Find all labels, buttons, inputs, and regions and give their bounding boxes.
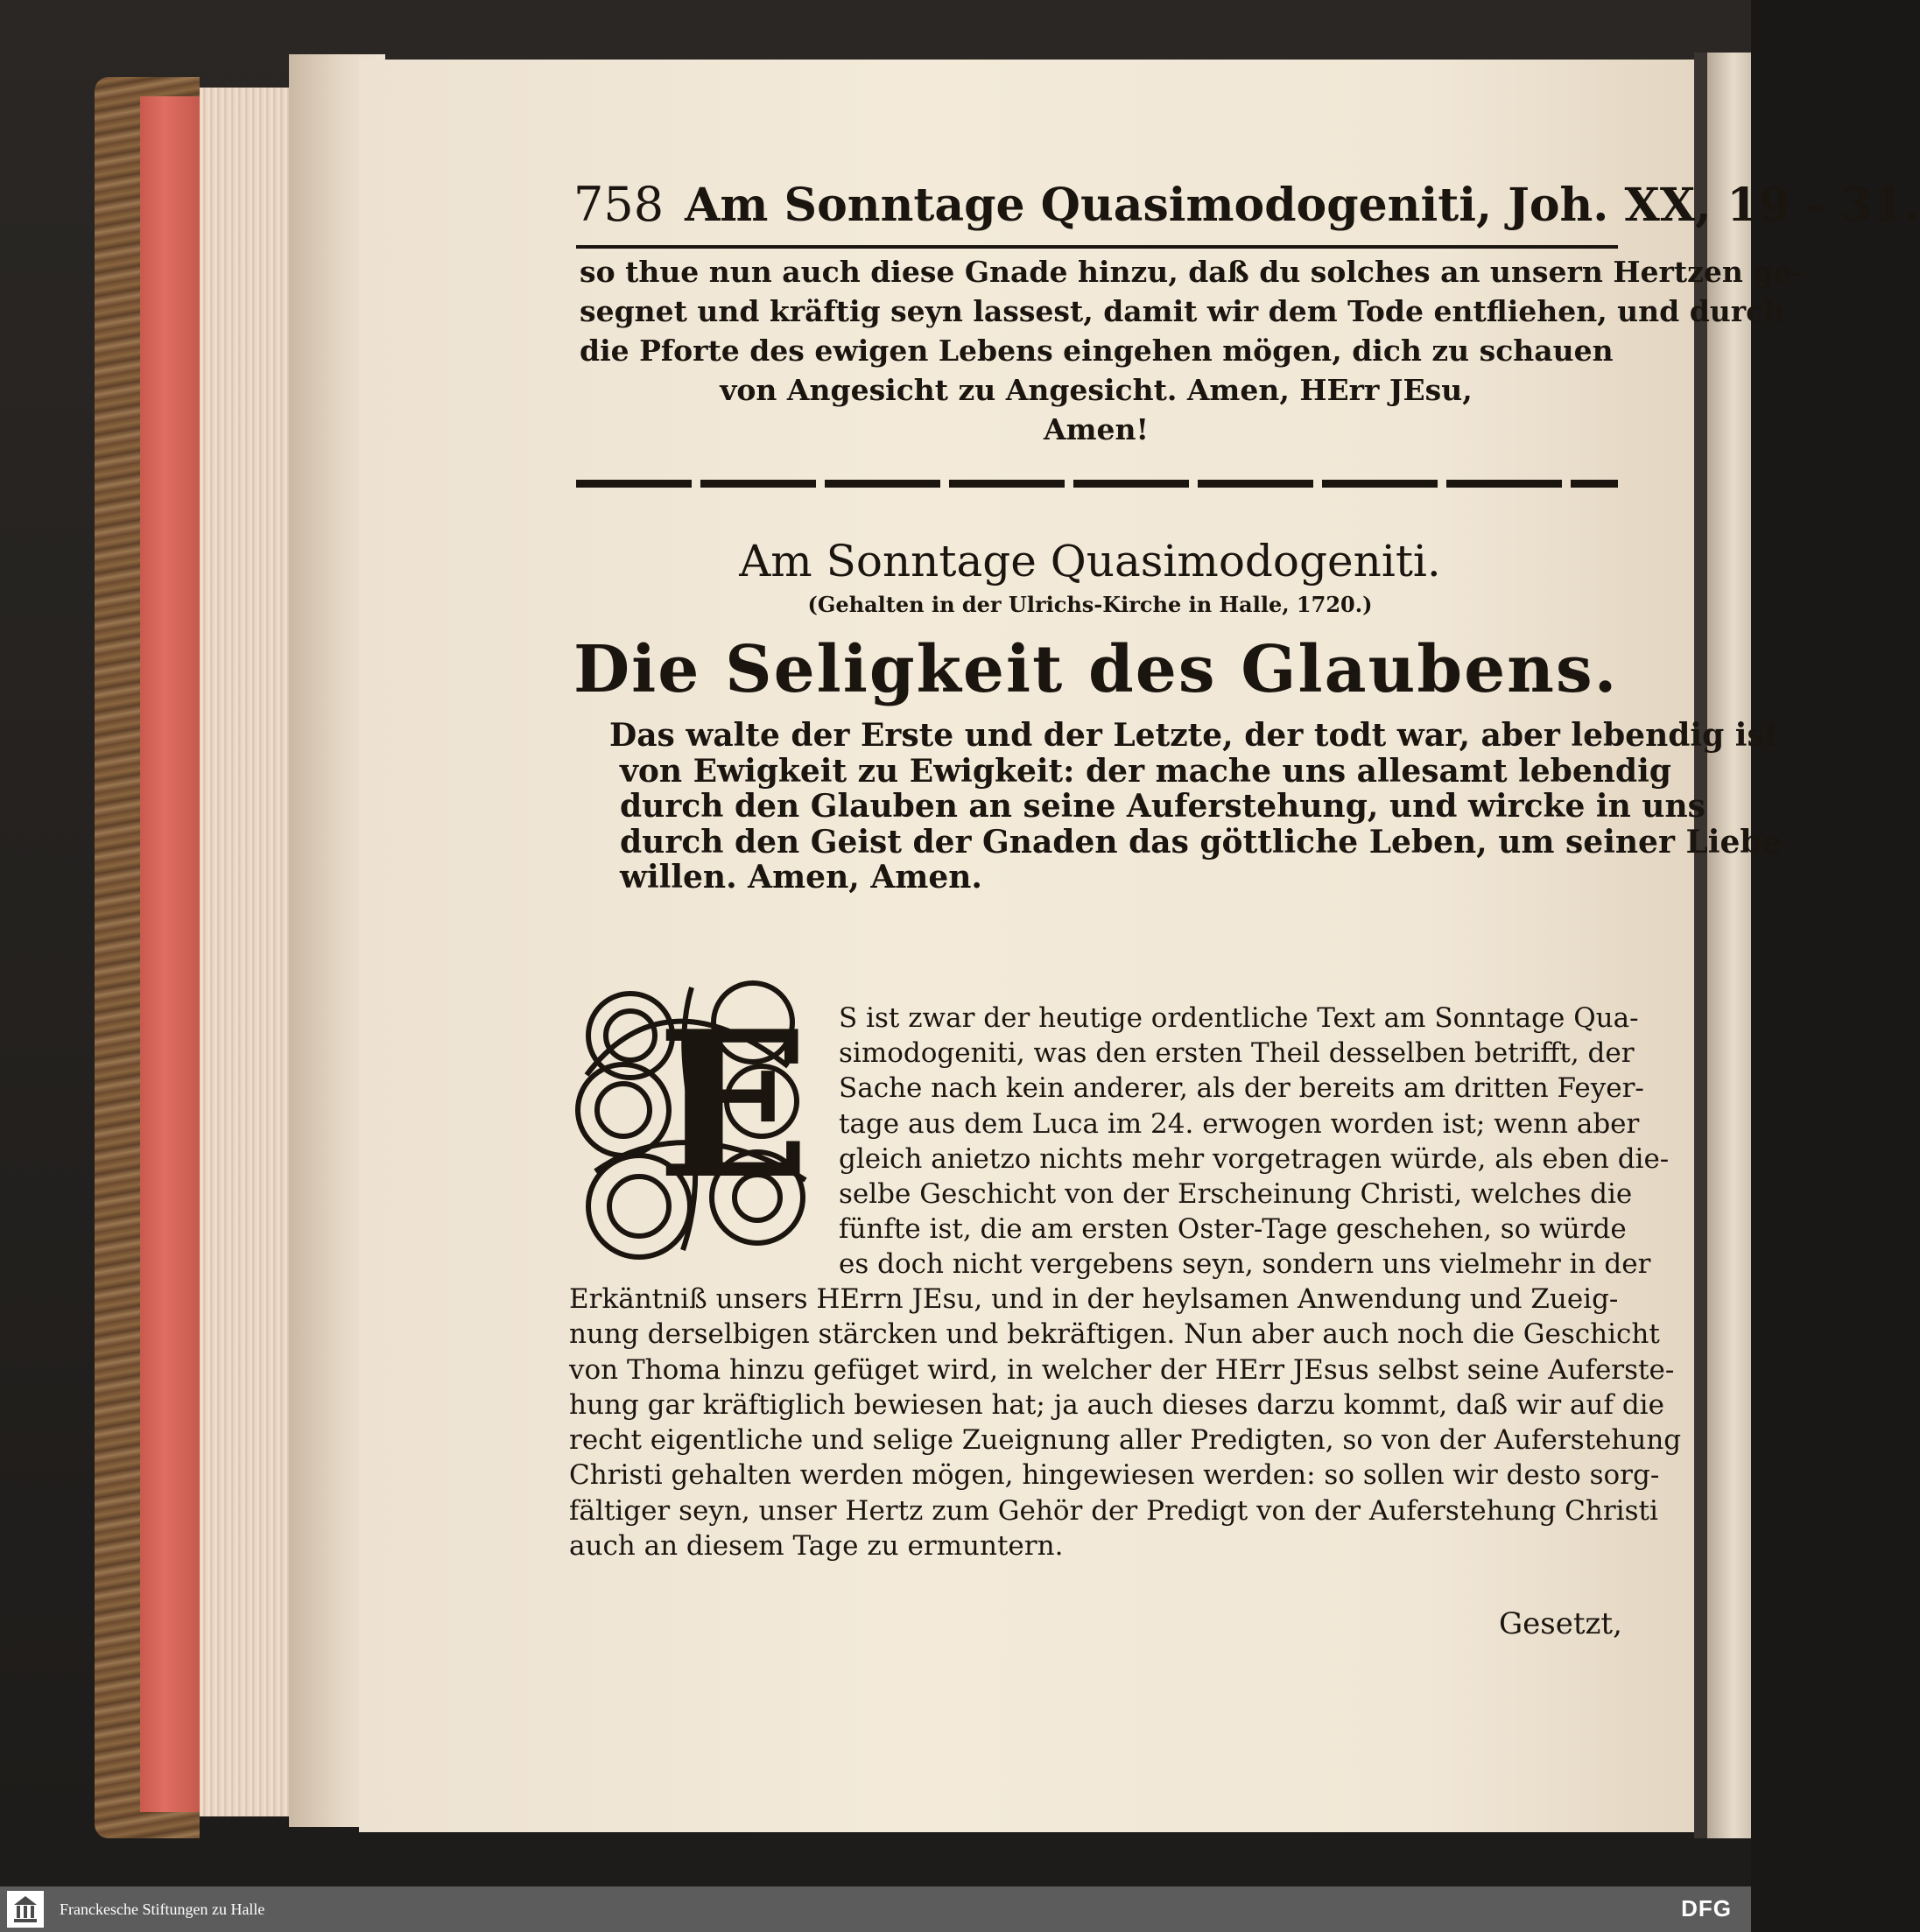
- institution-name[interactable]: Franckesche Stiftungen zu Halle: [60, 1900, 265, 1918]
- viewer-footer: [0, 1886, 1751, 1932]
- motto-line: durch den Glauben an seine Auferstehung, und wircke in uns: [620, 788, 1705, 825]
- institution-logo[interactable]: [7, 1891, 44, 1928]
- sermon-subtitle: (Gehalten in der Ulrichs-Kirche in Halle, 1720.): [807, 592, 1373, 617]
- body-line: es doch nicht vergebens seyn, sondern uns vielmehr in der: [839, 1248, 1651, 1281]
- motto-line: durch den Geist der Gnaden das göttliche Leben, um seiner Liebe: [620, 823, 1783, 861]
- body-line: simodogeniti, was den ersten Theil desselben betrifft, der: [839, 1037, 1635, 1070]
- prayer-line: segnet und kräftig seyn lassest, damit wir dem Tode entfliehen, und durch: [580, 294, 1785, 328]
- prayer-line: von Angesicht zu Angesicht. Amen, HErr JEsu,: [720, 373, 1473, 407]
- building-icon: [12, 1894, 39, 1924]
- prayer-line: so thue nun auch diese Gnade hinzu, daß du solches an unsern Hertzen ge-: [580, 255, 1804, 289]
- running-title: Am Sonntage Quasimodogeniti, Joh. XX, 19 - 31.: [685, 179, 1920, 232]
- body-line: Sache nach kein anderer, als der bereits am dritten Feyer-: [839, 1072, 1644, 1105]
- motto-line: von Ewigkeit zu Ewigkeit: der mache uns allesamt lebendig: [620, 752, 1671, 790]
- initial-letter: E: [657, 987, 811, 1224]
- body-line: S ist zwar der heutige ordentliche Text am Sonntage Qua-: [839, 1002, 1639, 1034]
- motto-line: willen. Amen, Amen.: [620, 859, 982, 896]
- body-line: fältiger seyn, unser Hertz zum Gehör der Predigt von der Auferstehung Christi: [569, 1494, 1658, 1527]
- prayer-line: die Pforte des ewigen Lebens eingehen mögen, dich zu schauen: [580, 334, 1614, 368]
- body-line: selbe Geschicht von der Erscheinung Christi, welches die: [839, 1178, 1633, 1211]
- body-line: recht eigentliche und selige Zueignung aller Predigten, so von der Auferstehung: [569, 1424, 1682, 1457]
- dfg-logo[interactable]: DFG: [1681, 1895, 1732, 1921]
- body-line: tage aus dem Luca im 24. erwogen worden ist; wenn aber: [839, 1107, 1640, 1140]
- section-divider-rule: [576, 480, 1618, 488]
- body-line: Erkäntniß unsers HErrn JEsu, und in der heylsamen Anwendung und Zueig-: [569, 1283, 1619, 1315]
- sermon-title: Am Sonntage Quasimodogeniti.: [739, 536, 1441, 587]
- page-number: 758: [573, 177, 665, 232]
- decorated-initial: [569, 970, 823, 1272]
- running-header: [573, 177, 1920, 243]
- body-text-wrap: [839, 1001, 1670, 1282]
- body-text: [569, 1282, 1682, 1563]
- sermon-heading: Die Seligkeit des Glaubens.: [573, 632, 1619, 707]
- motto-line: Das walte der Erste und der Letzte, der todt war, aber lebendig ist: [609, 717, 1780, 754]
- body-line: fünfte ist, die am ersten Oster-Tage geschehen, so würde: [839, 1213, 1627, 1246]
- body-line: Christi gehalten werden mögen, hingewiesen werden: so sollen wir desto sorg-: [569, 1459, 1660, 1492]
- closing-prayer: [580, 252, 1804, 449]
- body-line: auch an diesem Tage zu ermuntern.: [569, 1530, 1064, 1563]
- body-line: nung derselbigen stärcken und bekräftigen. Nun aber auch noch die Geschicht: [569, 1318, 1660, 1351]
- ornament-initial-icon: [569, 970, 823, 1272]
- body-line: von Thoma hinzu gefüget wird, in welcher der HErr JEsus selbst seine Auferste-: [569, 1353, 1675, 1386]
- header-rule: [576, 245, 1618, 249]
- opening-motto: [609, 717, 1783, 896]
- prayer-line: Amen!: [1044, 412, 1149, 446]
- body-line: gleich anietzo nichts mehr vorgetragen würde, als eben die-: [839, 1142, 1670, 1175]
- body-line: hung gar kräftiglich bewiesen hat; ja auch dieses darzu kommt, daß wir auf die: [569, 1388, 1664, 1421]
- catchword: Gesetzt,: [1499, 1606, 1622, 1641]
